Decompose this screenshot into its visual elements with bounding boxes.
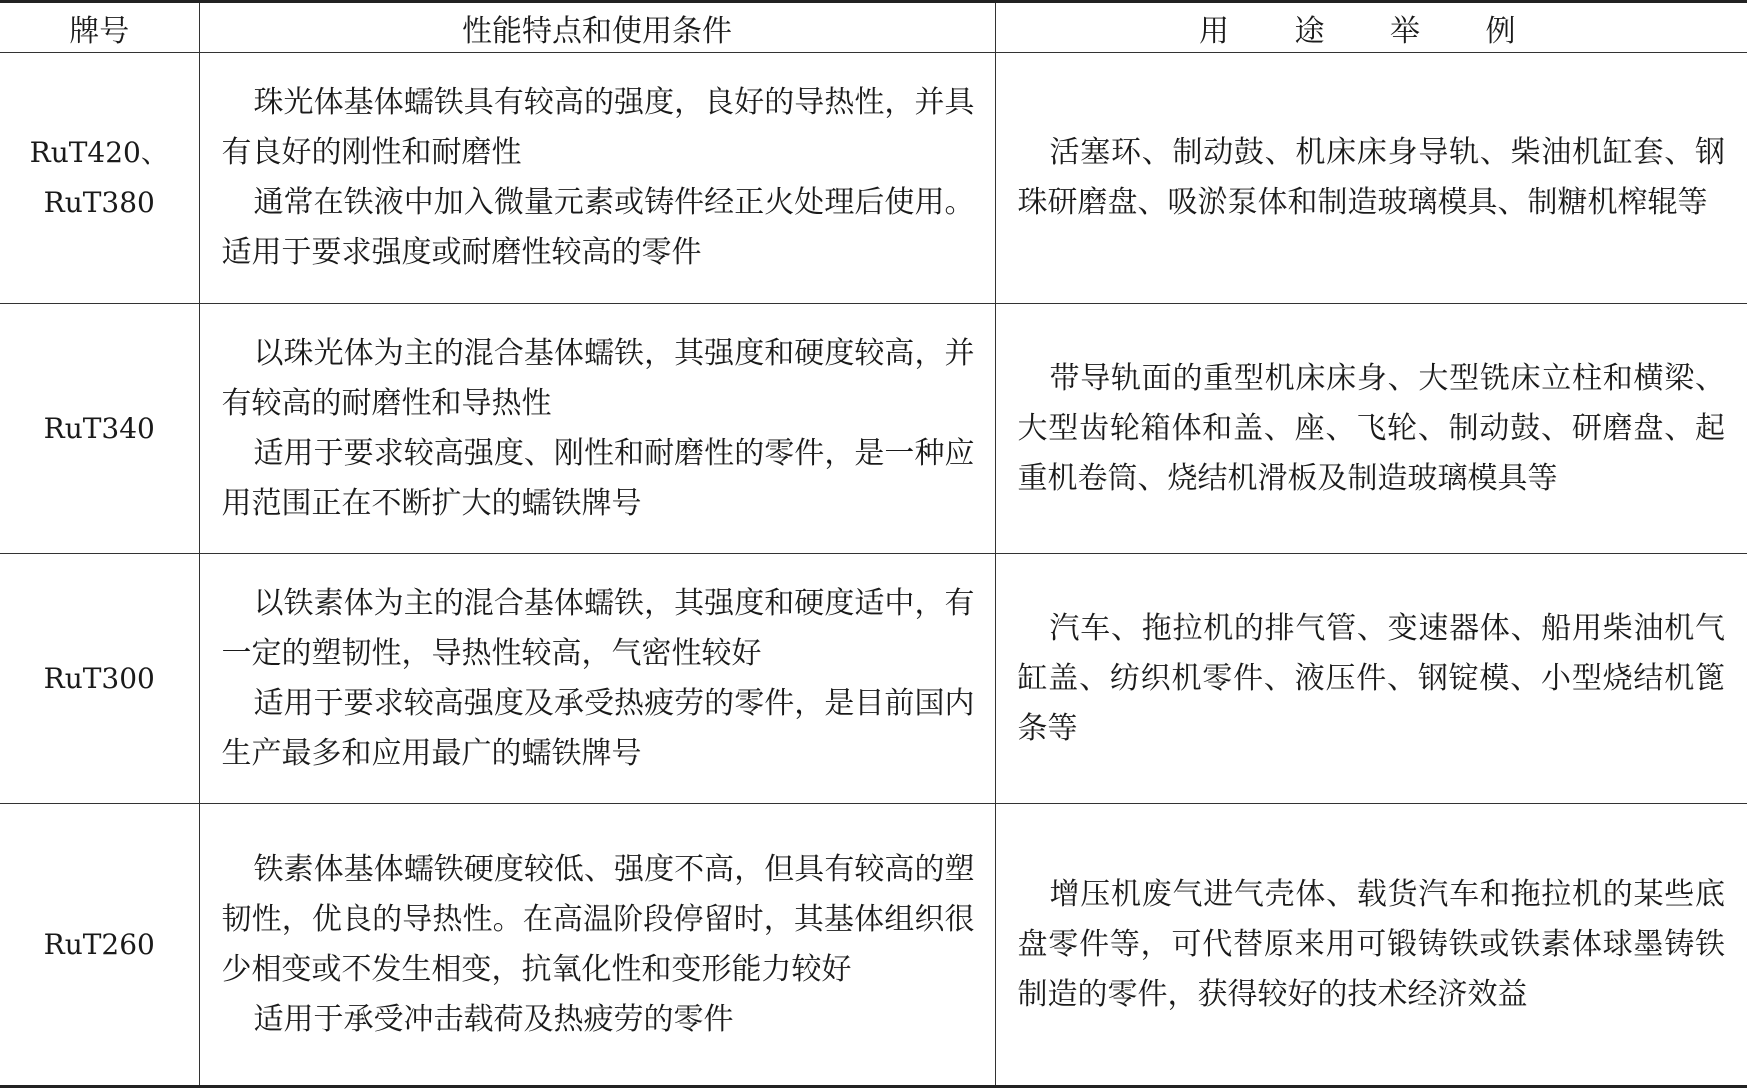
properties-cell (199, 53, 995, 304)
header-grade: 牌号 (0, 2, 199, 53)
grade-line: RuT340 (43, 411, 155, 445)
properties-cell (199, 304, 995, 554)
uses-paragraph: 增压机废气进气壳体、载货汽车和拖拉机的某些底盘零件等，可代替原来用可锻铸铁或铁素体球墨铸铁制造的零件，获得较好的技术经济效益 (1017, 876, 1725, 1012)
properties-cell (199, 804, 995, 1087)
uses-paragraph: 带导轨面的重型机床床身、大型铣床立柱和横梁、大型齿轮箱体和盖、座、飞轮、制动鼓、研磨盘、起重机卷筒、烧结机滑板及制造玻璃模具等 (1017, 360, 1725, 496)
table-row (0, 804, 1747, 1087)
properties-cell (199, 554, 995, 804)
properties-paragraph: 适用于要求较高强度、刚性和耐磨性的零件，是一种应用范围正在不断扩大的蠕铁牌号 (221, 435, 975, 521)
grade-line: RuT300 (43, 661, 155, 695)
uses-paragraph: 汽车、拖拉机的排气管、变速器体、船用柴油机气缸盖、纺织机零件、液压件、钢锭模、小型烧结机篦条等 (1017, 610, 1725, 746)
table-header-row (0, 2, 1747, 53)
properties-paragraph: 通常在铁液中加入微量元素或铸件经正火处理后使用。适用于要求强度或耐磨性较高的零件 (221, 185, 975, 270)
grade-line: RuT260 (43, 927, 155, 961)
grade-cell (0, 804, 199, 1087)
header-properties: 性能特点和使用条件 (199, 2, 995, 53)
table-row (0, 53, 1747, 304)
grade-cell (0, 53, 199, 304)
properties-paragraph: 铁素体基体蠕铁硬度较低、强度不高，但具有较高的塑韧性，优良的导热性。在高温阶段停留时，其基体组织很少相变或不发生相变，抗氧化性和变形能力较好 (221, 851, 975, 987)
grade-cell (0, 304, 199, 554)
properties-paragraph: 以铁素体为主的混合基体蠕铁，其强度和硬度适中，有一定的塑韧性，导热性较高，气密性较好 (221, 585, 975, 671)
uses-cell (995, 804, 1747, 1087)
properties-paragraph: 以珠光体为主的混合基体蠕铁，其强度和硬度较高，并有较高的耐磨性和导热性 (221, 335, 975, 421)
grade-line: RuT380 (43, 186, 155, 219)
table-row (0, 554, 1747, 804)
grade-line: RuT420、 (29, 136, 169, 169)
uses-cell (995, 554, 1747, 804)
uses-cell (995, 53, 1747, 304)
grade-cell (0, 554, 199, 804)
properties-paragraph: 适用于承受冲击载荷及热疲劳的零件 (253, 1001, 734, 1037)
uses-cell (995, 304, 1747, 554)
properties-paragraph: 珠光体基体蠕铁具有较高的强度，良好的导热性，并具有良好的刚性和耐磨性 (221, 85, 975, 170)
table-row (0, 304, 1747, 554)
properties-paragraph: 适用于要求较高强度及承受热疲劳的零件，是目前国内生产最多和应用最广的蠕铁牌号 (221, 685, 975, 771)
header-uses: 用 途 举 例 (995, 2, 1747, 53)
uses-paragraph: 活塞环、制动鼓、机床床身导轨、柴油机缸套、钢珠研磨盘、吸淤泵体和制造玻璃模具、制糖机榨辊等 (1017, 135, 1725, 220)
